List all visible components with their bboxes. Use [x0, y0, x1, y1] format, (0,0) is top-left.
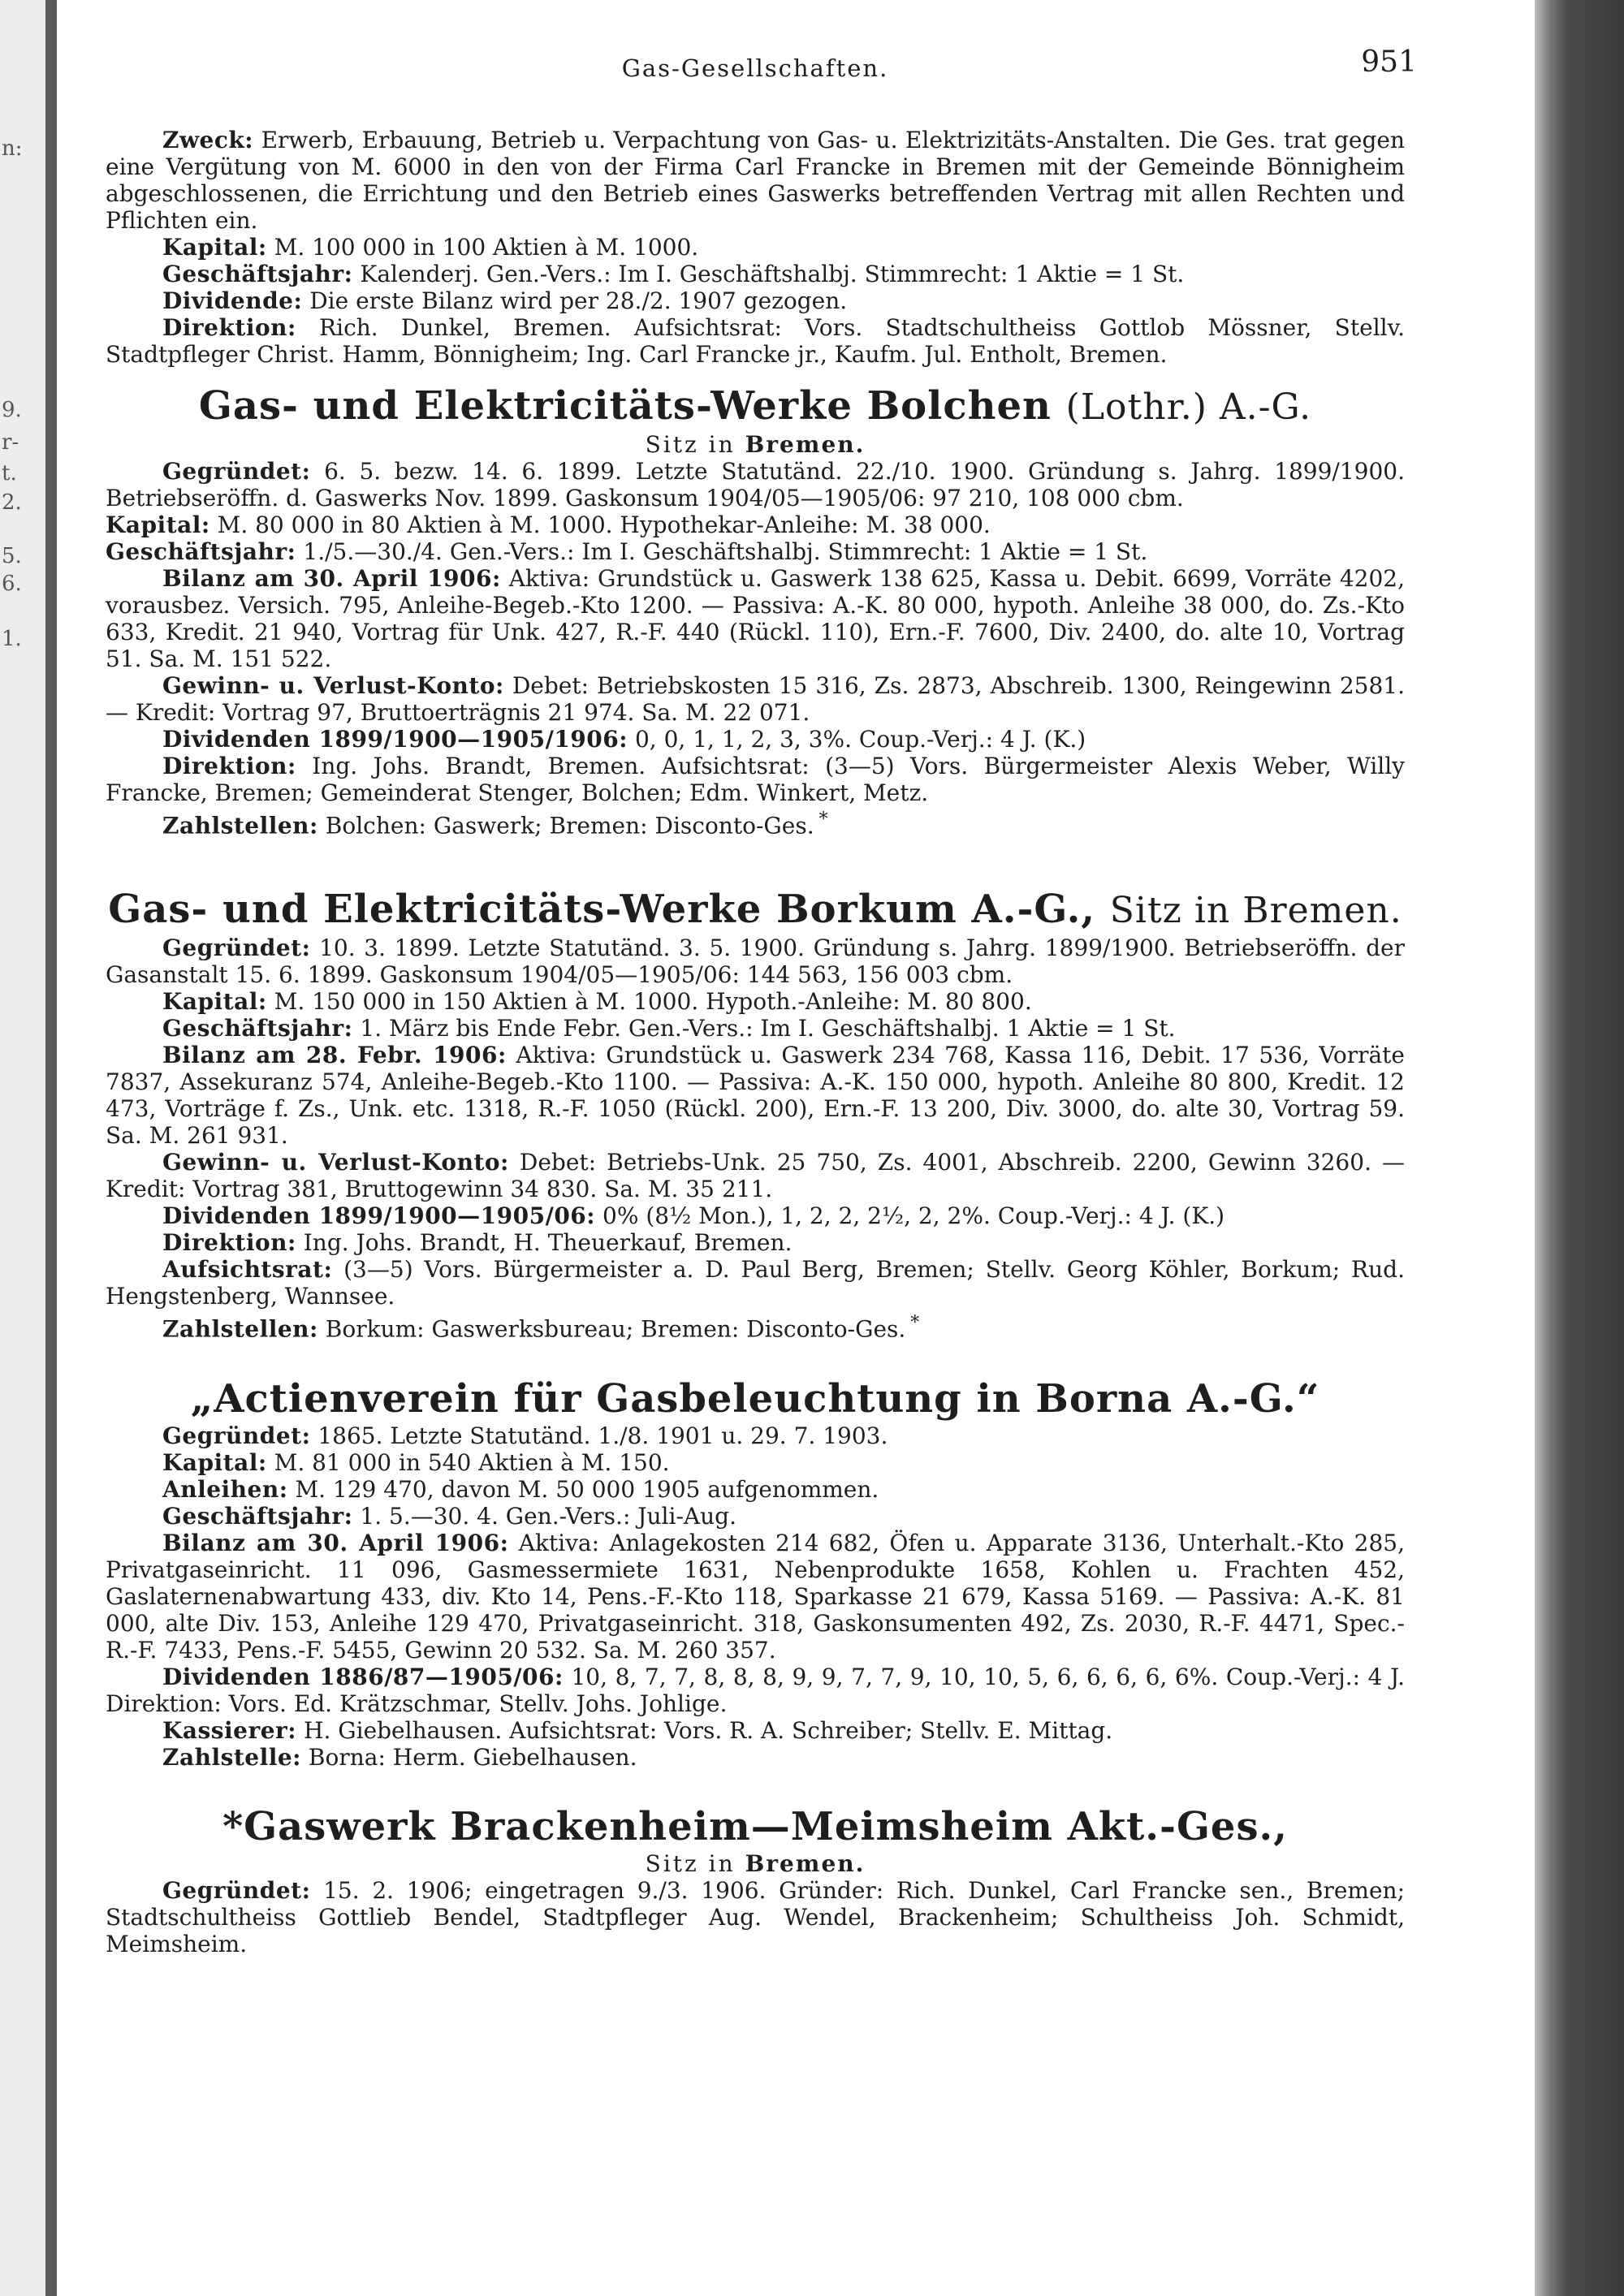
entry-paragraph: [106, 127, 1405, 234]
running-header: [106, 39, 1417, 86]
field-text: Debet: Betriebskosten 15 316, Zs. 2873, Abschreib. 1300, Reingewinn 2581. — Kredit: Vortrag 97, Bruttoerträgnis 21 974. Sa. M. 22 071.: [106, 672, 1405, 726]
field-text: 10, 8, 7, 7, 8, 8, 8, 9, 9, 7, 7, 9, 10, 10, 5, 6, 6, 6, 6, 6%. Coup.-Verj.: 4 J. Direktion: Vors. Ed. Krätzschmar, Stellv. Johs. Johlige.: [106, 1663, 1405, 1717]
entry-paragraph: [106, 1310, 1405, 1342]
field-label: Anleihen:: [162, 1475, 288, 1503]
entry-paragraph: [106, 565, 1405, 672]
entry-paragraph: [106, 261, 1405, 287]
entry-paragraph: [106, 1449, 1405, 1476]
field-label: Zahlstellen:: [162, 812, 318, 839]
field-label: Zahlstellen:: [162, 1315, 318, 1343]
field-label: Gegründet:: [162, 458, 311, 485]
field-label: Dividenden 1899/1900—1905/1906:: [162, 726, 628, 753]
margin-fragment: 1.: [2, 627, 22, 651]
field-label: Gegründet:: [162, 1876, 311, 1904]
field-label: Kapital:: [106, 511, 210, 538]
entry-paragraph: [106, 287, 1405, 314]
company-title: [106, 382, 1405, 431]
margin-fragment: 5.: [2, 544, 22, 568]
field-text: Borkum: Gaswerksbureau; Bremen: Disconto-Ges.: [317, 1315, 906, 1343]
field-text: 0% (8½ Mon.), 1, 2, 2, 2½, 2, 2%. Coup.-Verj.: 4 J. (K.): [595, 1202, 1225, 1230]
margin-fragment: 2.: [2, 490, 22, 515]
entry-paragraph: [106, 934, 1405, 988]
field-label: Bilanz am 30. April 1906:: [162, 565, 501, 592]
company-entry-borna: [106, 1375, 1405, 1771]
company-seat: [106, 1850, 1405, 1877]
seat-prefix: Sitz in: [645, 1849, 736, 1877]
field-text: Kalenderj. Gen.-Vers.: Im I. Geschäftshalbj. Stimmrecht: 1 Aktie = 1 St.: [352, 261, 1185, 287]
company-name: Gas- und Elektricitäts-Werke Borkum A.-G.,: [108, 887, 1096, 933]
entry-paragraph: [106, 672, 1405, 726]
field-label: Kapital:: [162, 1448, 267, 1476]
entry-paragraph: [106, 1202, 1405, 1229]
page-gutter: [45, 0, 57, 2296]
entry-separator: [106, 839, 1405, 871]
field-label: Bilanz am 28. Febr. 1906:: [162, 1042, 507, 1069]
book-page: [106, 39, 1417, 2264]
field-label: Kapital:: [162, 988, 267, 1016]
field-text: M. 81 000 in 540 Aktien à M. 150.: [266, 1448, 670, 1476]
field-text: 1. 5.—30. 4. Gen.-Vers.: Juli-Aug.: [352, 1502, 736, 1530]
margin-fragment: n:: [2, 136, 23, 161]
margin-fragment: 6.: [2, 572, 22, 596]
field-label: Zweck:: [162, 127, 254, 153]
field-label: Zahlstelle:: [162, 1743, 302, 1771]
entry-paragraph: [106, 753, 1405, 806]
field-label: Direktion:: [162, 753, 296, 779]
entry-paragraph: [106, 1422, 1405, 1449]
field-text: 0, 0, 1, 1, 2, 3, 3%. Coup.-Verj.: 4 J. (K.): [628, 726, 1086, 753]
field-text: Debet: Betriebs-Unk. 25 750, Zs. 4001, Abschreib. 2200, Gewinn 3260. — Kredit: Vortrag 381, Bruttogewinn 34 830. Sa. M. 35 211.: [106, 1149, 1405, 1203]
company-name: Gas- und Elektricitäts-Werke Bolchen: [198, 383, 1052, 429]
entry-paragraph: [106, 1229, 1405, 1256]
entry-paragraph: [106, 314, 1405, 368]
seat-city: Bremen.: [745, 1849, 866, 1877]
entry-paragraph: [106, 1664, 1405, 1717]
entry-paragraph: [106, 1503, 1405, 1530]
margin-fragment: 9.: [2, 398, 22, 422]
field-label: Gewinn- u. Verlust-Konto:: [162, 1149, 509, 1176]
book-spine-edge: [1535, 0, 1624, 2296]
page-number: 951: [1361, 45, 1417, 79]
entry-paragraph: [106, 726, 1405, 753]
field-text: Rich. Dunkel, Bremen. Aufsichtsrat: Vors. Stadtschultheiss Gottlob Mössner, Stellv. Stadtpfleger Christ. Hamm, Bönnigheim; Ing. Carl Francke jr., Kaufm. Jul. Entholt, Bremen.: [106, 314, 1405, 368]
field-text: M. 80 000 in 80 Aktien à M. 1000. Hypothekar-Anleihe: M. 38 000.: [209, 511, 991, 538]
asterisk-mark: *: [818, 809, 828, 830]
field-label: Direktion:: [162, 314, 296, 341]
field-text: 6. 5. bezw. 14. 6. 1899. Letzte Statutänd. 22./10. 1900. Gründung s. Jahrg. 1899/1900. Betriebseröffn. d. Gaswerks Nov. 1899. Gaskonsum 1904/05—1905/06: 97 210, 108 000 cbm.: [106, 458, 1405, 511]
field-text: 15. 2. 1906; eingetragen 9./3. 1906. Gründer: Rich. Dunkel, Carl Francke sen., Bremen; Stadtschultheiss Gottlieb Bendel, Stadtpfleger Aug. Wendel, Brackenheim; Schultheiss Joh. Schmidt, Meimsheim.: [106, 1876, 1405, 1957]
field-label: Direktion:: [162, 1229, 296, 1257]
field-text: 1. März bis Ende Febr. Gen.-Vers.: Im I. Geschäftshalbj. 1 Aktie = 1 St.: [352, 1015, 1176, 1042]
company-entry-brackenheim: [106, 1803, 1405, 1957]
margin-fragment: t.: [2, 461, 17, 486]
field-text: Ing. Johs. Brandt, Bremen. Aufsichtsrat: (3—5) Vors. Bürgermeister Alexis Weber, Willy Francke, Bremen; Gemeinderat Stenger, Bolchen; Edm. Winkert, Metz.: [106, 753, 1405, 806]
field-label: Gewinn- u. Verlust-Konto:: [162, 672, 504, 699]
company-title: „Actienverein für Gasbeleuchtung in Borna A.-G.“: [190, 1375, 1320, 1422]
asterisk-mark: *: [910, 1313, 920, 1334]
field-text: 1865. Letzte Statutänd. 1./8. 1901 u. 29. 7. 1903.: [310, 1422, 888, 1449]
field-label: Aufsichtsrat:: [162, 1256, 333, 1284]
field-text: Ing. Johs. Brandt, H. Theuerkauf, Bremen.: [296, 1229, 793, 1257]
field-label: Geschäftsjahr:: [162, 1502, 353, 1530]
field-text: 10. 3. 1899. Letzte Statutänd. 3. 5. 1900. Gründung s. Jahrg. 1899/1900. Betriebseröffn. der Gasanstalt 15. 6. 1899. Gaskonsum 1904/05—1905/06: 144 563, 156 003 cbm.: [106, 934, 1405, 989]
entry-paragraph: [106, 1042, 1405, 1149]
entry-paragraph: [106, 458, 1405, 511]
field-text: Aktiva: Grundstück u. Gaswerk 234 768, Kassa 116, Debit. 17 536, Vorräte 7837, Assekuranz 574, Anleihe-Begeb.-Kto 1100. — Passiva: A.-K. 150 000, hypoth. Anleihe 80 800, Kredit. 12 473, Vorträge f. Zs., Unk. etc. 1318, R.-F. 1050 (Rückl. 200), Ern.-F. 13 200, Div. 3000, do. alte 30, Vortrag 59. Sa. M. 261 931.: [106, 1042, 1405, 1150]
field-label: Dividende:: [162, 287, 303, 314]
field-label: Dividenden 1899/1900—1905/06:: [162, 1202, 596, 1230]
entry-paragraph: [106, 1744, 1405, 1771]
seat-prefix: Sitz in: [645, 431, 736, 458]
field-text: Aktiva: Anlagekosten 214 682, Öfen u. Apparate 3136, Unterhalt.-Kto 285, Privatgaseinricht. 11 096, Gasmessermiete 1631, Nebenprodukte 1658, Kohlen u. Frachten 452, Gaslaternenabwartung 433, div. Kto 14, Pens.-F.-Kto 118, Sparkasse 21 679, Kassa 5169. — Passiva: A.-K. 81 000, alte Div. 153, Anleihe 129 470, Privatgaseinricht. 318, Gaskonsumenten 492, Zs. 2030, R.-F. 4471, Spec.-R.-F. 7433, Pens.-F. 5455, Gewinn 20 532. Sa. M. 260 357.: [106, 1529, 1405, 1664]
field-text: (3—5) Vors. Bürgermeister a. D. Paul Berg, Bremen; Stellv. Georg Köhler, Borkum; Rud. Hengstenberg, Wannsee.: [106, 1256, 1405, 1310]
company-entry-borkum: [106, 886, 1405, 1342]
margin-fragment: r-: [2, 430, 19, 455]
running-title: Gas-Gesellschaften.: [621, 54, 889, 82]
entry-paragraph: [106, 511, 1405, 538]
entry-paragraph: [106, 1530, 1405, 1664]
field-text: M. 100 000 in 100 Aktien à M. 1000.: [266, 234, 699, 261]
field-text: H. Giebelhausen. Aufsichtsrat: Vors. R. A. Schreiber; Stellv. E. Mittag.: [296, 1716, 1113, 1744]
company-name-suffix: Sitz in Bremen.: [1109, 890, 1402, 932]
field-text: 1./5.—30./4. Gen.-Vers.: Im I. Geschäftshalbj. Stimmrecht: 1 Aktie = 1 St.: [296, 538, 1148, 565]
field-text: Borna: Herm. Giebelhausen.: [301, 1743, 637, 1771]
field-label: Geschäftsjahr:: [162, 1015, 353, 1042]
company-seat: [106, 431, 1405, 458]
company-title: [106, 886, 1405, 934]
entry-paragraph: [106, 538, 1405, 565]
field-label: Geschäftsjahr:: [106, 538, 296, 565]
entry-paragraph: [106, 234, 1405, 261]
entry-paragraph: [106, 1717, 1405, 1744]
entry-paragraph: [106, 1877, 1405, 1957]
entry-paragraph: [106, 806, 1405, 839]
field-label: Gegründet:: [162, 1422, 311, 1449]
field-text: M. 129 470, davon M. 50 000 1905 aufgenommen.: [287, 1475, 879, 1503]
field-text: Erwerb, Erbauung, Betrieb u. Verpachtung von Gas- u. Elektrizitäts-Anstalten. Die Ges. trat gegen eine Vergütung von M. 6000 in den von der Firma Carl Francke in Bremen mit der Gemeinde Bönnigheim abgeschlossenen, die Errichtung und den Betrieb eines Gaswerks betreffenden Vertrag mit allen Rechten und Pflichten ein.: [106, 127, 1405, 234]
entry-paragraph: [106, 1476, 1405, 1503]
entry-separator: [106, 1771, 1405, 1789]
entry-paragraph: [106, 1256, 1405, 1310]
company-entry-bolchen: [106, 382, 1405, 839]
field-label: Gegründet:: [162, 934, 311, 962]
field-text: Aktiva: Grundstück u. Gaswerk 138 625, Kassa u. Debit. 6699, Vorräte 4202, vorausbez. Versich. 795, Anleihe-Begeb.-Kto 1200. — Passiva: A.-K. 80 000, hypoth. Anleihe 38 000, do. Zs.-Kto 633, Kredit. 21 940, Vortrag für Unk. 427, R.-F. 440 (Rückl. 110), Ern.-F. 7600, Div. 2400, do. alte 10, Vortrag 51. Sa. M. 151 522.: [106, 565, 1405, 672]
entry-paragraph: [106, 1149, 1405, 1202]
company-title: *Gaswerk Brackenheim—Meimsheim Akt.-Ges.,: [222, 1803, 1288, 1849]
field-label: Bilanz am 30. April 1906:: [162, 1529, 509, 1556]
seat-city: Bremen.: [745, 431, 866, 458]
field-label: Geschäftsjahr:: [162, 261, 353, 287]
field-text: Bolchen: Gaswerk; Bremen: Disconto-Ges.: [317, 812, 814, 839]
entry-paragraph: [106, 1015, 1405, 1042]
company-entry-boennigheim: [106, 127, 1405, 368]
field-text: M. 150 000 in 150 Aktien à M. 1000. Hypoth.-Anleihe: M. 80 800.: [266, 988, 1032, 1016]
entry-separator: [106, 1343, 1405, 1361]
field-label: Kassierer:: [162, 1716, 297, 1744]
company-name-suffix: (Lothr.) A.-G.: [1065, 386, 1312, 428]
field-text: Die erste Bilanz wird per 28./2. 1907 gezogen.: [302, 287, 848, 314]
entry-paragraph: [106, 988, 1405, 1015]
field-label: Kapital:: [162, 234, 267, 261]
field-label: Dividenden 1886/87—1905/06:: [162, 1663, 564, 1690]
